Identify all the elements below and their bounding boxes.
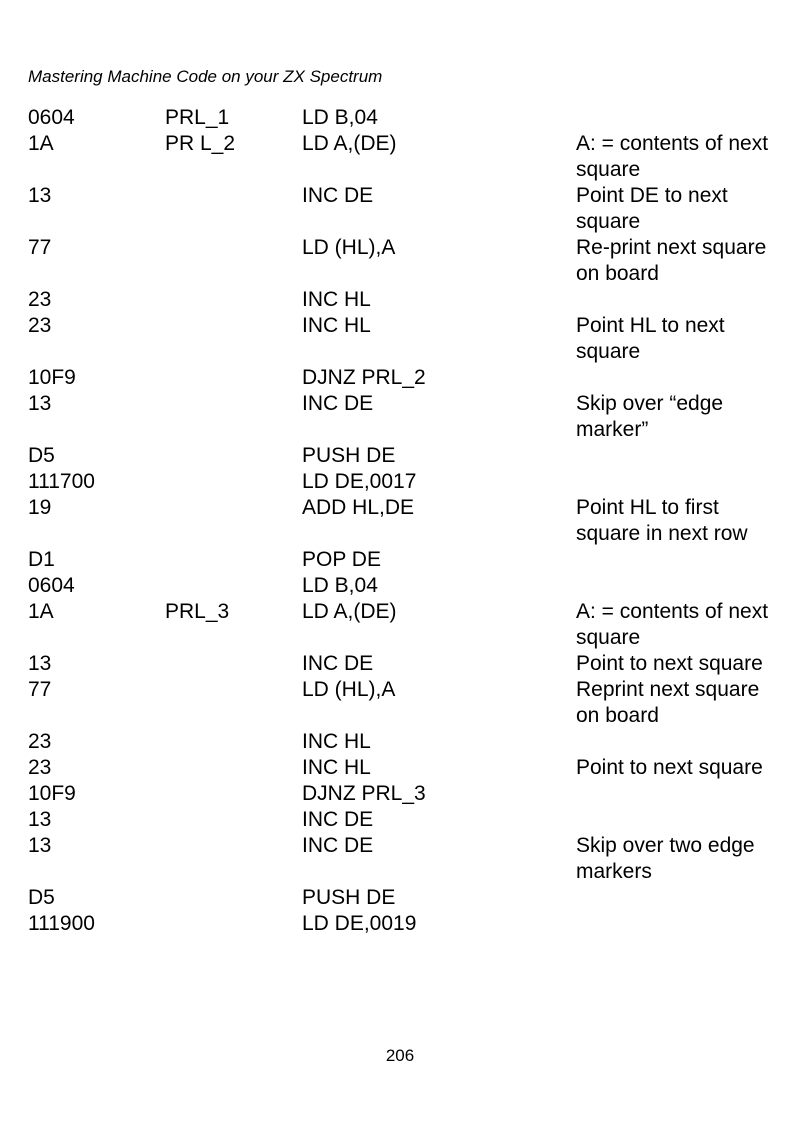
instruction-cell: INC HL — [302, 730, 371, 753]
comment-cell — [576, 469, 776, 495]
comment-cell — [576, 885, 776, 911]
listing-row — [28, 131, 788, 183]
listing-row — [28, 573, 788, 599]
hex-code-cell: 77 — [28, 236, 52, 259]
listing-row — [28, 781, 788, 807]
comment-cell: Point to next square — [576, 756, 763, 779]
hex-code-cell: D1 — [28, 548, 55, 571]
instruction-cell: PUSH DE — [302, 886, 396, 909]
comment-cell: A: = contents of next square — [576, 132, 769, 181]
instruction-cell: INC HL — [302, 288, 371, 311]
label-cell — [165, 469, 302, 495]
listing-row — [28, 807, 788, 833]
hex-code-cell: 10F9 — [28, 366, 76, 389]
label-cell — [165, 755, 302, 781]
instruction-cell: INC DE — [302, 808, 374, 831]
listing-row — [28, 495, 788, 547]
hex-code-cell: 19 — [28, 496, 52, 519]
hex-code-cell: 13 — [28, 652, 52, 675]
hex-code-cell: 13 — [28, 834, 52, 857]
instruction-cell: INC DE — [302, 184, 374, 207]
hex-code-cell: D5 — [28, 444, 55, 467]
instruction-cell: LD A,(DE) — [302, 132, 397, 155]
label-cell — [165, 573, 302, 599]
instruction-cell: INC DE — [302, 834, 374, 857]
comment-cell: Point DE to next square — [576, 184, 728, 233]
comment-cell — [576, 287, 776, 313]
hex-code-cell: 1A — [28, 600, 54, 623]
comment-cell: A: = contents of next square — [576, 600, 769, 649]
listing-row — [28, 651, 788, 677]
label-cell — [165, 677, 302, 729]
listing-row — [28, 105, 788, 131]
label-cell — [165, 495, 302, 547]
label-cell — [165, 911, 302, 937]
listing-row — [28, 469, 788, 495]
instruction-cell: POP DE — [302, 548, 381, 571]
listing-row — [28, 599, 788, 651]
hex-code-cell: 1A — [28, 132, 54, 155]
comment-cell: Skip over “edge marker” — [576, 392, 724, 441]
listing-row — [28, 547, 788, 573]
instruction-cell: DJNZ PRL_3 — [302, 782, 426, 805]
listing-row — [28, 287, 788, 313]
instruction-cell: INC DE — [302, 652, 374, 675]
running-header: Mastering Machine Code on your ZX Spectrum — [28, 67, 383, 86]
hex-code-cell: 13 — [28, 392, 52, 415]
comment-cell — [576, 781, 776, 807]
listing-row — [28, 833, 788, 885]
hex-code-cell: D5 — [28, 886, 55, 909]
label-cell — [165, 651, 302, 677]
instruction-cell: LD (HL),A — [302, 236, 396, 259]
listing-row — [28, 885, 788, 911]
label-cell: PRL_3 — [165, 600, 230, 623]
instruction-cell: DJNZ PRL_2 — [302, 366, 426, 389]
hex-code-cell: 77 — [28, 678, 52, 701]
comment-cell — [576, 443, 776, 469]
page-number: 206 — [385, 1046, 415, 1065]
label-cell — [165, 235, 302, 287]
instruction-cell: INC DE — [302, 392, 374, 415]
label-cell — [165, 313, 302, 365]
label-cell — [165, 807, 302, 833]
listing-row — [28, 755, 788, 781]
comment-cell — [576, 807, 776, 833]
comment-cell — [576, 729, 776, 755]
comment-cell: Re-print next square on board — [576, 236, 767, 285]
comment-cell — [576, 105, 776, 131]
hex-code-cell: 13 — [28, 184, 52, 207]
listing-row — [28, 235, 788, 287]
instruction-cell: ADD HL,DE — [302, 496, 415, 519]
listing-row — [28, 677, 788, 729]
label-cell — [165, 365, 302, 391]
label-cell — [165, 391, 302, 443]
instruction-cell: LD B,04 — [302, 106, 378, 129]
label-cell — [165, 885, 302, 911]
hex-code-cell: 0604 — [28, 106, 75, 129]
comment-cell: Point HL to first square in next row — [576, 496, 748, 545]
listing-row — [28, 391, 788, 443]
label-cell — [165, 729, 302, 755]
instruction-cell: INC HL — [302, 756, 371, 779]
listing-row — [28, 911, 788, 937]
hex-code-cell: 10F9 — [28, 782, 76, 805]
hex-code-cell: 23 — [28, 314, 52, 337]
label-cell — [165, 781, 302, 807]
label-cell — [165, 833, 302, 885]
listing-row — [28, 365, 788, 391]
instruction-cell: PUSH DE — [302, 444, 396, 467]
instruction-cell: LD (HL),A — [302, 678, 396, 701]
hex-code-cell: 111700 — [28, 470, 95, 493]
listing-row — [28, 729, 788, 755]
hex-code-cell: 13 — [28, 808, 52, 831]
hex-code-cell: 23 — [28, 730, 52, 753]
listing-row — [28, 313, 788, 365]
instruction-cell: INC HL — [302, 314, 371, 337]
hex-code-cell: 23 — [28, 288, 52, 311]
label-cell: PR L_2 — [165, 132, 236, 155]
label-cell — [165, 183, 302, 235]
comment-cell — [576, 547, 776, 573]
instruction-cell: LD DE,0017 — [302, 470, 417, 493]
label-cell: PRL_1 — [165, 106, 230, 129]
comment-cell — [576, 911, 776, 937]
comment-cell: Reprint next square on board — [576, 678, 760, 727]
instruction-cell: LD B,04 — [302, 574, 378, 597]
listing-row — [28, 443, 788, 469]
comment-cell — [576, 573, 776, 599]
label-cell — [165, 443, 302, 469]
comment-cell — [576, 365, 776, 391]
hex-code-cell: 0604 — [28, 574, 75, 597]
comment-cell: Point to next square — [576, 652, 763, 675]
code-listing — [28, 105, 788, 937]
label-cell — [165, 547, 302, 573]
listing-row — [28, 183, 788, 235]
comment-cell: Skip over two edge markers — [576, 834, 755, 883]
instruction-cell: LD A,(DE) — [302, 600, 397, 623]
comment-cell: Point HL to next square — [576, 314, 725, 363]
label-cell — [165, 287, 302, 313]
hex-code-cell: 111900 — [28, 912, 95, 935]
hex-code-cell: 23 — [28, 756, 52, 779]
instruction-cell: LD DE,0019 — [302, 912, 417, 935]
